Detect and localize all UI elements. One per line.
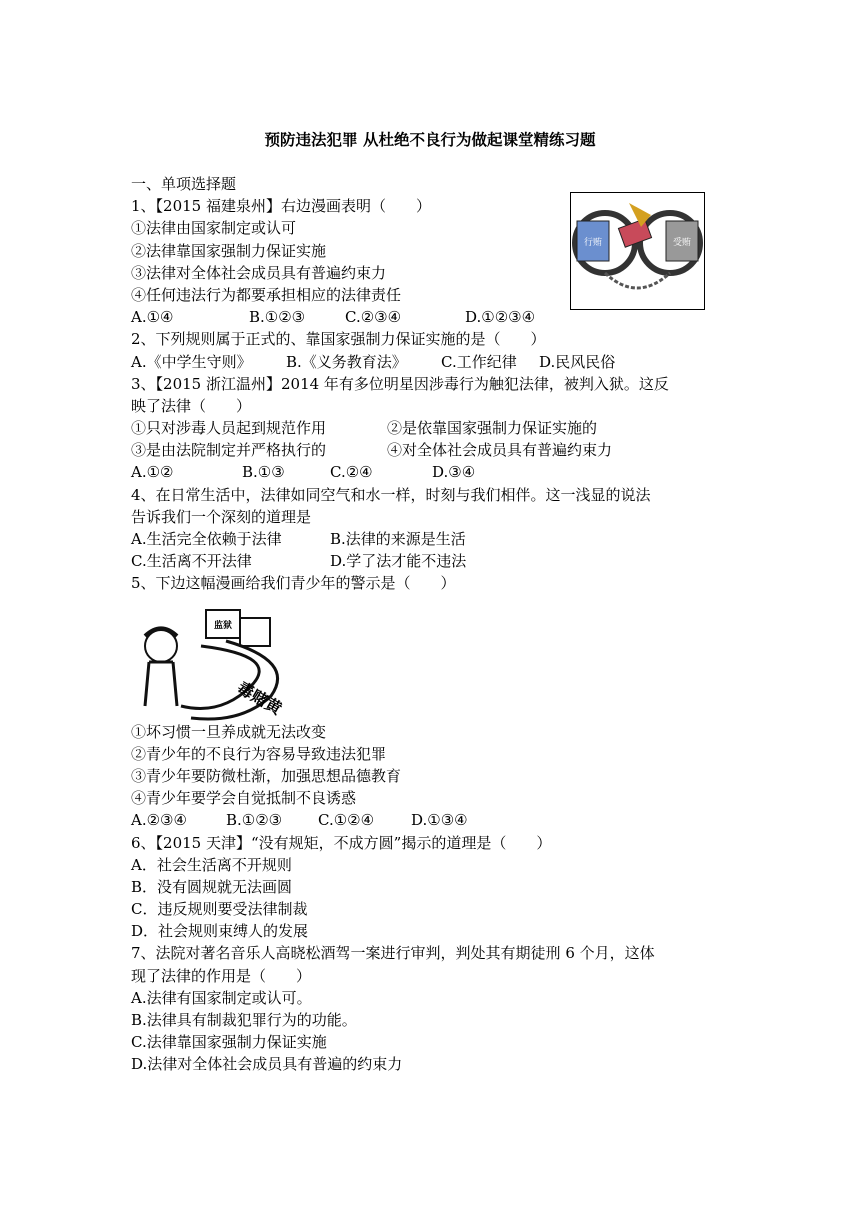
q1-option-d: D.①②③④ [465, 308, 536, 327]
q6-option-d: D．社会规则束缚人的发展 [131, 922, 309, 941]
road-text: 毒赌黄 [234, 678, 286, 719]
q7-stem-cont: 现了法律的作用是（ ） [131, 966, 312, 985]
q1-option-b: B.①②③ [249, 308, 306, 327]
q6-stem: 6、【2015 天津】“没有规矩，不成方圆”揭示的道理是（ ） [131, 833, 552, 852]
q1-options [131, 306, 741, 328]
q5-option-b: B.①②③ [226, 811, 283, 830]
q4-options-row [131, 528, 741, 550]
q3-options [131, 461, 741, 483]
q5-item: ①坏习惯一旦养成就无法改变 [131, 722, 327, 741]
q3-option-a: A.①② [131, 463, 174, 482]
q5-option-d: D.①③④ [411, 811, 468, 830]
q2-option-d: D.民风民俗 [539, 352, 616, 371]
q4-options-row [131, 550, 741, 572]
q1-item: ①法律由国家制定或认可 [131, 219, 297, 238]
q1-option-a: A.①④ [131, 308, 174, 327]
q6-option-a: A．社会生活离不开规则 [131, 855, 292, 874]
q3-option-b: B.①③ [242, 463, 285, 482]
q7-option-c: C.法律靠国家强制力保证实施 [131, 1033, 327, 1052]
prison-sign: 监狱 [213, 621, 233, 631]
q5-stem: 5、下边这幅漫画给我们青少年的警示是（ ） [131, 574, 456, 593]
q1-option-c: C.②③④ [345, 308, 402, 327]
q4-stem-cont: 告诉我们一个深刻的道理是 [131, 507, 312, 526]
q3-stem-cont: 映了法律（ ） [131, 396, 252, 415]
q1-item: ②法律靠国家强制力保证实施 [131, 241, 327, 260]
page-title: 预防违法犯罪 从杜绝不良行为做起课堂精练习题 [264, 131, 596, 149]
q3-option-d: D.③④ [432, 463, 476, 482]
q2-stem: 2、下列规则属于正式的、靠国家强制力保证实施的是（ ） [131, 330, 546, 349]
q4-stem: 4、在日常生活中，法律如同空气和水一样，时刻与我们相伴。这一浅显的说法 [131, 485, 651, 504]
cartoon-label-bribe: 行贿 [583, 238, 603, 248]
section-heading: 一、单项选择题 [131, 175, 237, 193]
q1-item: ③法律对全体社会成员具有普遍约束力 [131, 263, 387, 282]
q7-stem: 7、法院对著名音乐人高晓松酒驾一案进行审判，判处其有期徒刑 6 个月，这体 [131, 944, 655, 963]
q3-item: ②是依靠国家强制力保证实施的 [387, 419, 598, 438]
q4-option-a: A.生活完全依赖于法律 [131, 530, 282, 548]
q1-stem: 1、【2015 福建泉州】右边漫画表明（ ） [131, 197, 431, 216]
q3-item: ①只对涉毒人员起到规范作用 [131, 419, 327, 438]
q2-option-c: C.工作纪律 [441, 352, 517, 371]
q1-item: ④任何违法行为都要承担相应的法律责任 [131, 285, 402, 304]
q2-option-b: B.《义务教育法》 [286, 352, 407, 371]
q6-option-b: B．没有圆规就无法画圆 [131, 877, 293, 896]
q3-option-c: C.②④ [330, 463, 373, 482]
q3-items-row [131, 417, 741, 439]
q4-option-c: C.生活离不开法律 [131, 552, 252, 571]
q2-options [131, 351, 741, 373]
q5-options [131, 809, 741, 831]
cartoon-label-accept: 受贿 [672, 238, 692, 248]
q3-items-row [131, 439, 741, 461]
q4-option-d: D.学了法才能不违法 [330, 552, 467, 571]
q5-item: ③青少年要防微杜渐，加强思想品德教育 [131, 766, 402, 785]
q3-stem: 3、【2015 浙江温州】2014 年有多位明星因涉毒行为触犯法律，被判入狱。这反 [131, 374, 669, 393]
q3-item: ③是由法院制定并严格执行的 [131, 441, 327, 460]
q5-option-a: A.②③④ [131, 811, 187, 830]
q7-option-b: B.法律具有制裁犯罪行为的功能。 [131, 1011, 357, 1029]
q7-option-d: D.法律对全体社会成员具有普遍的约束力 [131, 1055, 403, 1074]
q6-option-c: C．违反规则要受法律制裁 [131, 900, 308, 919]
q5-option-c: C.①②④ [318, 811, 375, 830]
q2-option-a: A.《中学生守则》 [131, 352, 252, 371]
question-list [131, 173, 741, 1076]
q4-option-b: B.法律的来源是生活 [330, 530, 466, 548]
q5-item: ④青少年要学会自觉抵制不良诱惑 [131, 789, 357, 808]
q3-item: ④对全体社会成员具有普遍约束力 [387, 441, 613, 460]
q7-option-a: A.法律有国家制定或认可。 [131, 988, 312, 1007]
q5-item: ②青少年的不良行为容易导致违法犯罪 [131, 744, 387, 763]
